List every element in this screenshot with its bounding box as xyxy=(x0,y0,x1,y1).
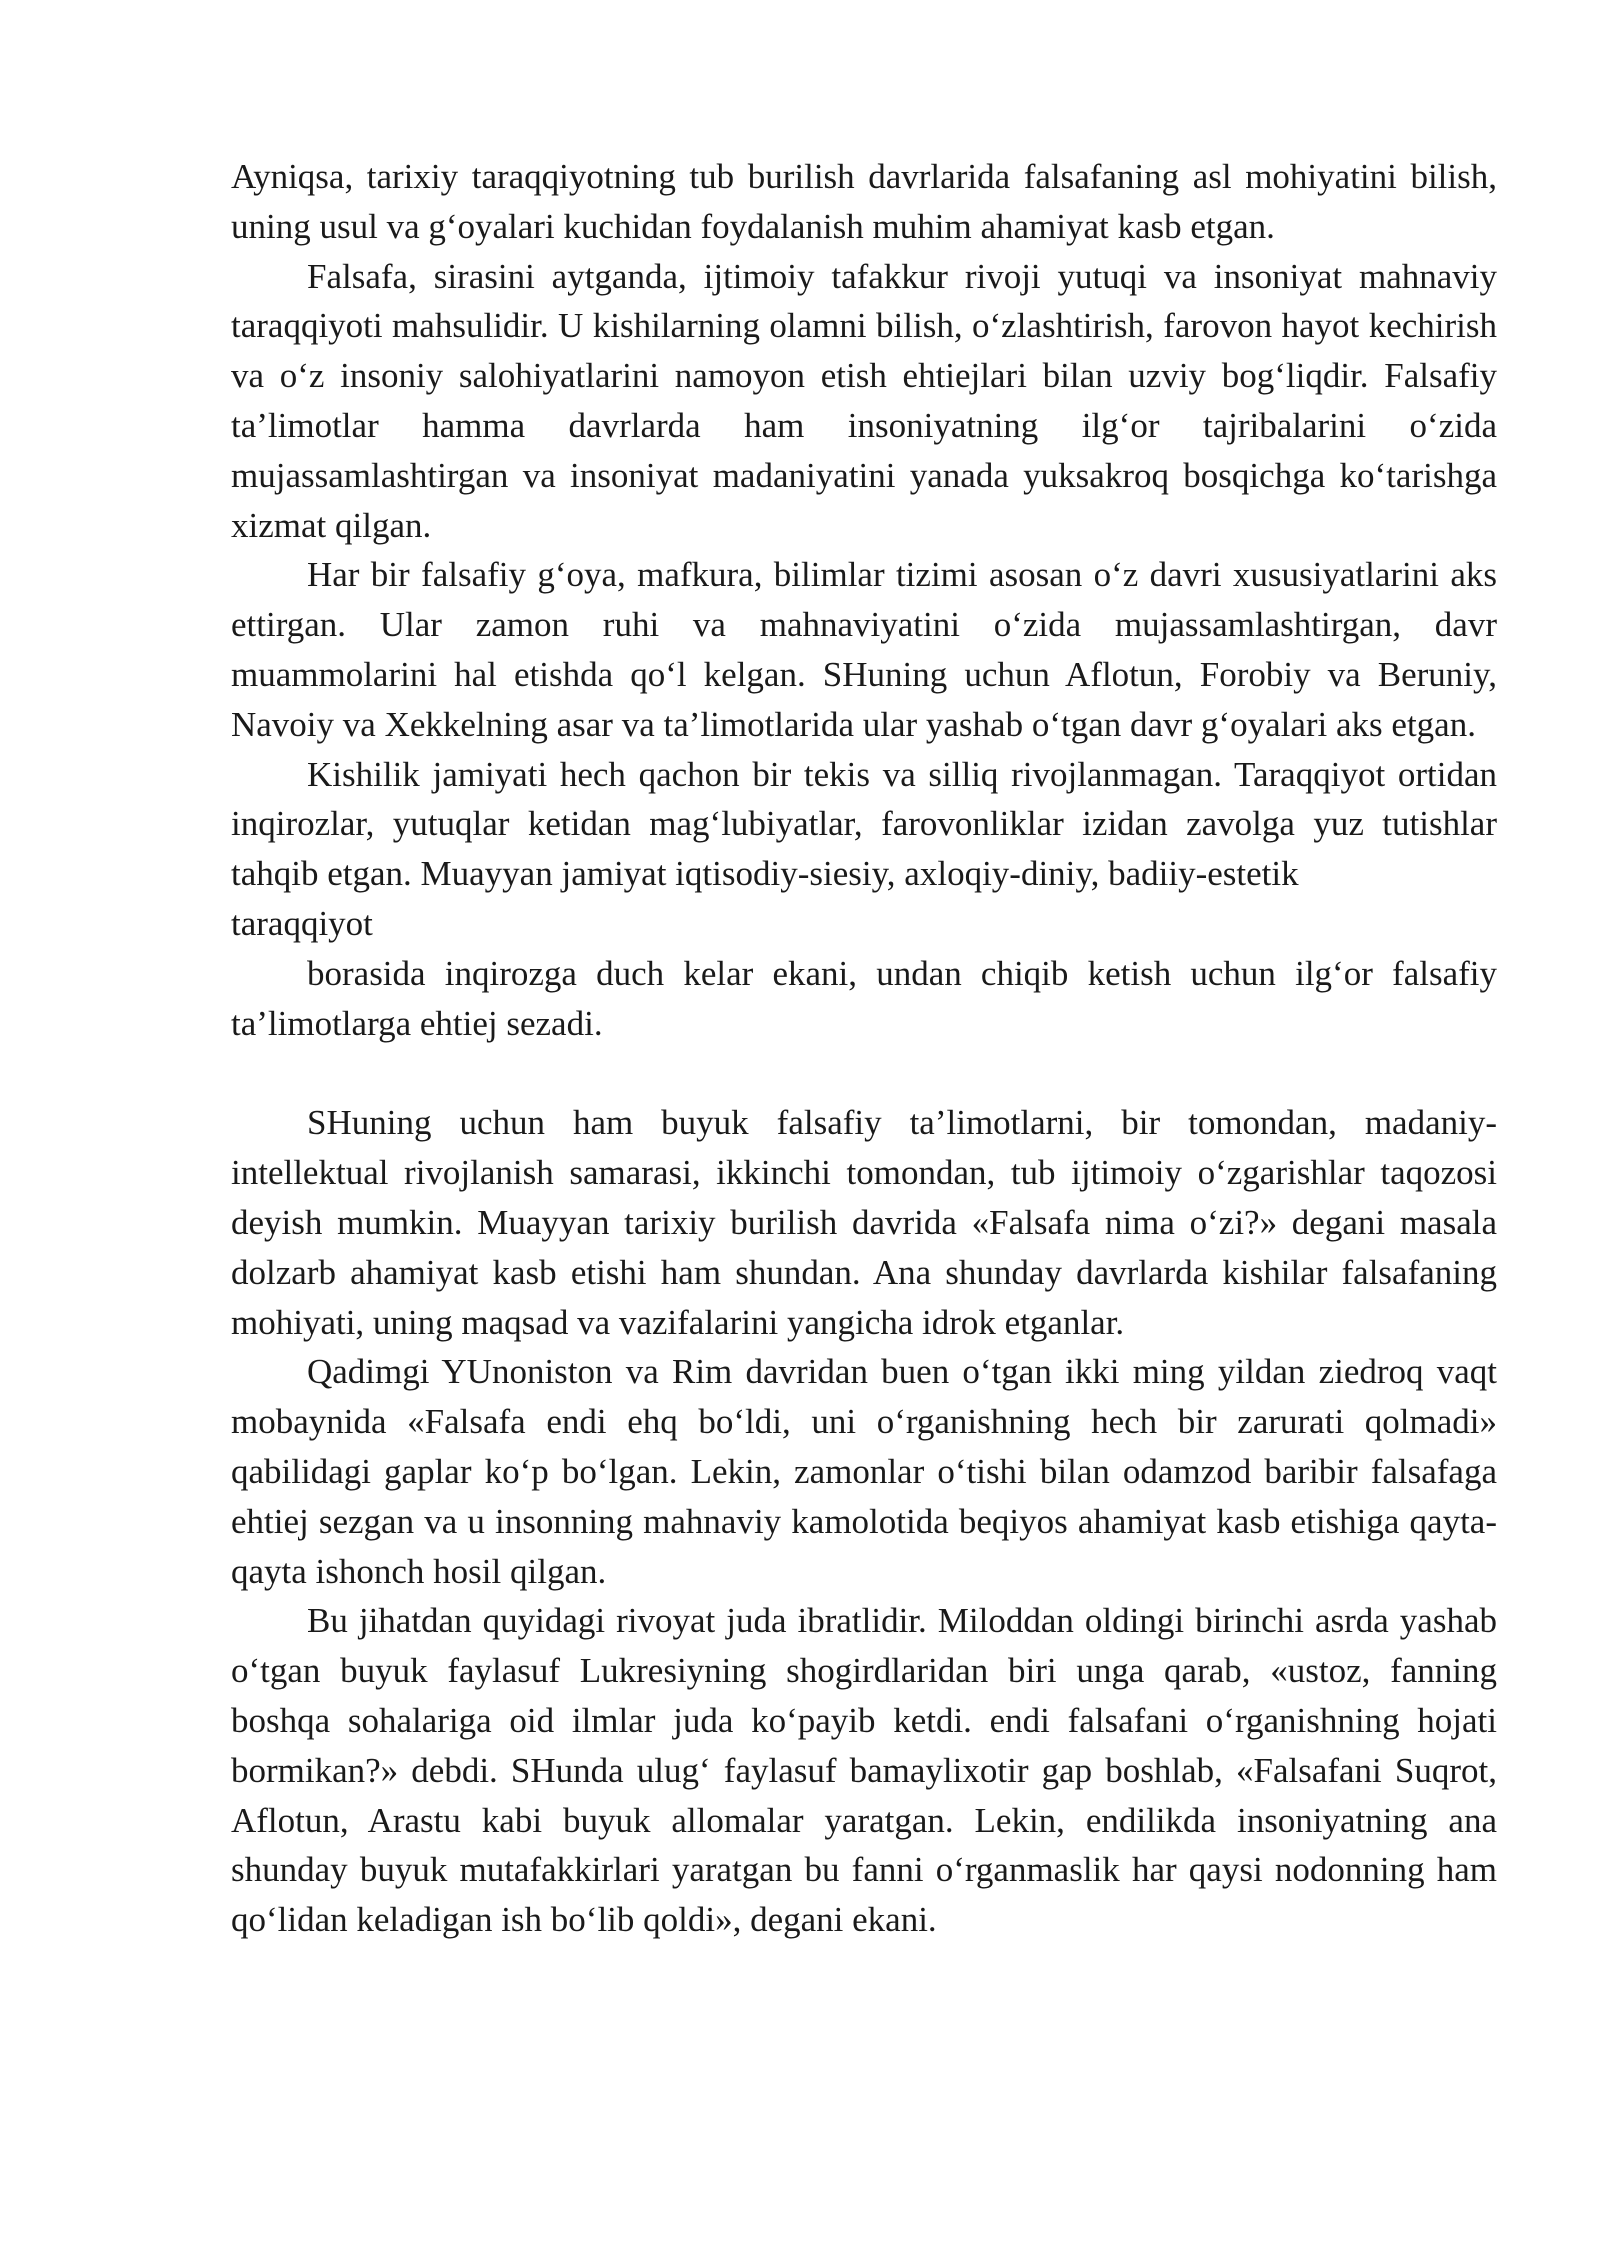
paragraph: Har bir falsafiy g‘oya, mafkura, bilimlar tizimi asosan o‘z davri xususiyatlarini aks ettirgan. Ular zamon ruhi va mahnaviyatini o‘zida mujassamlashtirgan, davr muammolarini hal etishda qo‘l kelgan. SHuning uchun Aflotun, Forobiy va Beruniy, Navoiy va Xekkelning asar va ta’limotlarida ular yashab o‘tgan davr g‘oyalari aks etgan. xyxy=(231,555,1497,744)
paragraph: Falsafa, sirasini aytganda, ijtimoiy tafakkur rivoji yutuqi va insoniyat mahnaviy taraqqiyoti mahsulidir. U kishilarning olamni bilish, o‘zlashtirish, farovon hayot kechirish va o‘z insoniy salohiyatlarini namoyon etish ehtiejlari bilan uzviy bog‘liqdir. Falsafiy ta’limotlar hamma davrlarda ham insoniyatning ilg‘or tajribalarini o‘zida mujassamlashtirgan va insoniyat madaniyatini yanada yuksakroq bosqichga ko‘tarishga xizmat qilgan. xyxy=(231,256,1497,545)
paragraph: Qadimgi YUnoniston va Rim davridan buen o‘tgan ikki ming yildan ziedroq vaqt mobaynida «Falsafa endi ehq bo‘ldi, uni o‘rganishning hech bir zarurati qolmadi» qabilidagi gaplar ko‘p bo‘lgan. Lekin, zamonlar o‘tishi bilan odamzod baribir falsafaga ehtiej sezgan va u insonning mahnaviy kamolotida beqiyos ahamiyat kasb etishiga qayta-qayta ishonch hosil qilgan. xyxy=(231,1352,1497,1591)
paragraph: borasida inqirozga duch kelar ekani, undan chiqib ketish uchun ilg‘or falsafiy ta’limotlarga ehtiej sezadi. xyxy=(231,953,1497,1043)
paragraph: Bu jihatdan quyidagi rivoyat juda ibratlidir. Miloddan oldingi birinchi asrda yashab o‘tgan buyuk faylasuf Lukresiyning shogirdlaridan biri unga qarab, «ustoz, fanning boshqa sohalariga oid ilmlar juda ko‘payib ketdi. endi falsafani o‘rganishning hojati bormikan?» debdi. SHunda ulug‘ faylasuf bamaylixotir gap boshlab, «Falsafani Suqrot, Aflotun, Arastu kabi buyuk allomalar yaratgan. Lekin, endilikda insoniyatning ana shunday buyuk mutafakkirlari yaratgan bu fanni o‘rganmaslik har qaysi nodonning ham qo‘lidan keladigan ish bo‘lib qoldi», degani ekani. xyxy=(231,1601,1497,1940)
paragraph-fragment: taraqqiyot xyxy=(231,903,373,943)
paragraph: Ayniqsa, tarixiy taraqqiyotning tub burilish davrlarida falsafaning asl mohiyatini bilish, uning usul va g‘oyalari kuchidan foydalanish muhim ahamiyat kasb etgan. xyxy=(231,157,1497,246)
paragraph: Kishilik jamiyati hech qachon bir tekis va silliq rivojlanmagan. Taraqqiyot ortidan inqirozlar, yutuqlar ketidan mag‘lubiyatlar, farovonliklar izidan zavolga yuz tutishlar tahqib etgan. Muayyan jamiyat iqtisodiy-siesiy, axloqiy-diniy, badiiy-estetik xyxy=(231,754,1497,894)
document-page xyxy=(231,152,1497,1945)
paragraph: SHuning uchun ham buyuk falsafiy ta’limotlarni, bir tomondan, madaniy-intellektual rivojlanish samarasi, ikkinchi tomondan, tub ijtimoiy o‘zgarishlar taqozosi deyish mumkin. Muayyan tarixiy burilish davrida «Falsafa nima o‘zi?» degani masala dolzarb ahamiyat kasb etishi ham shundan. Ana shunday davrlarda kishilar falsafaning mohiyati, uning maqsad va vazifalarini yangicha idrok etganlar. xyxy=(231,1103,1497,1342)
